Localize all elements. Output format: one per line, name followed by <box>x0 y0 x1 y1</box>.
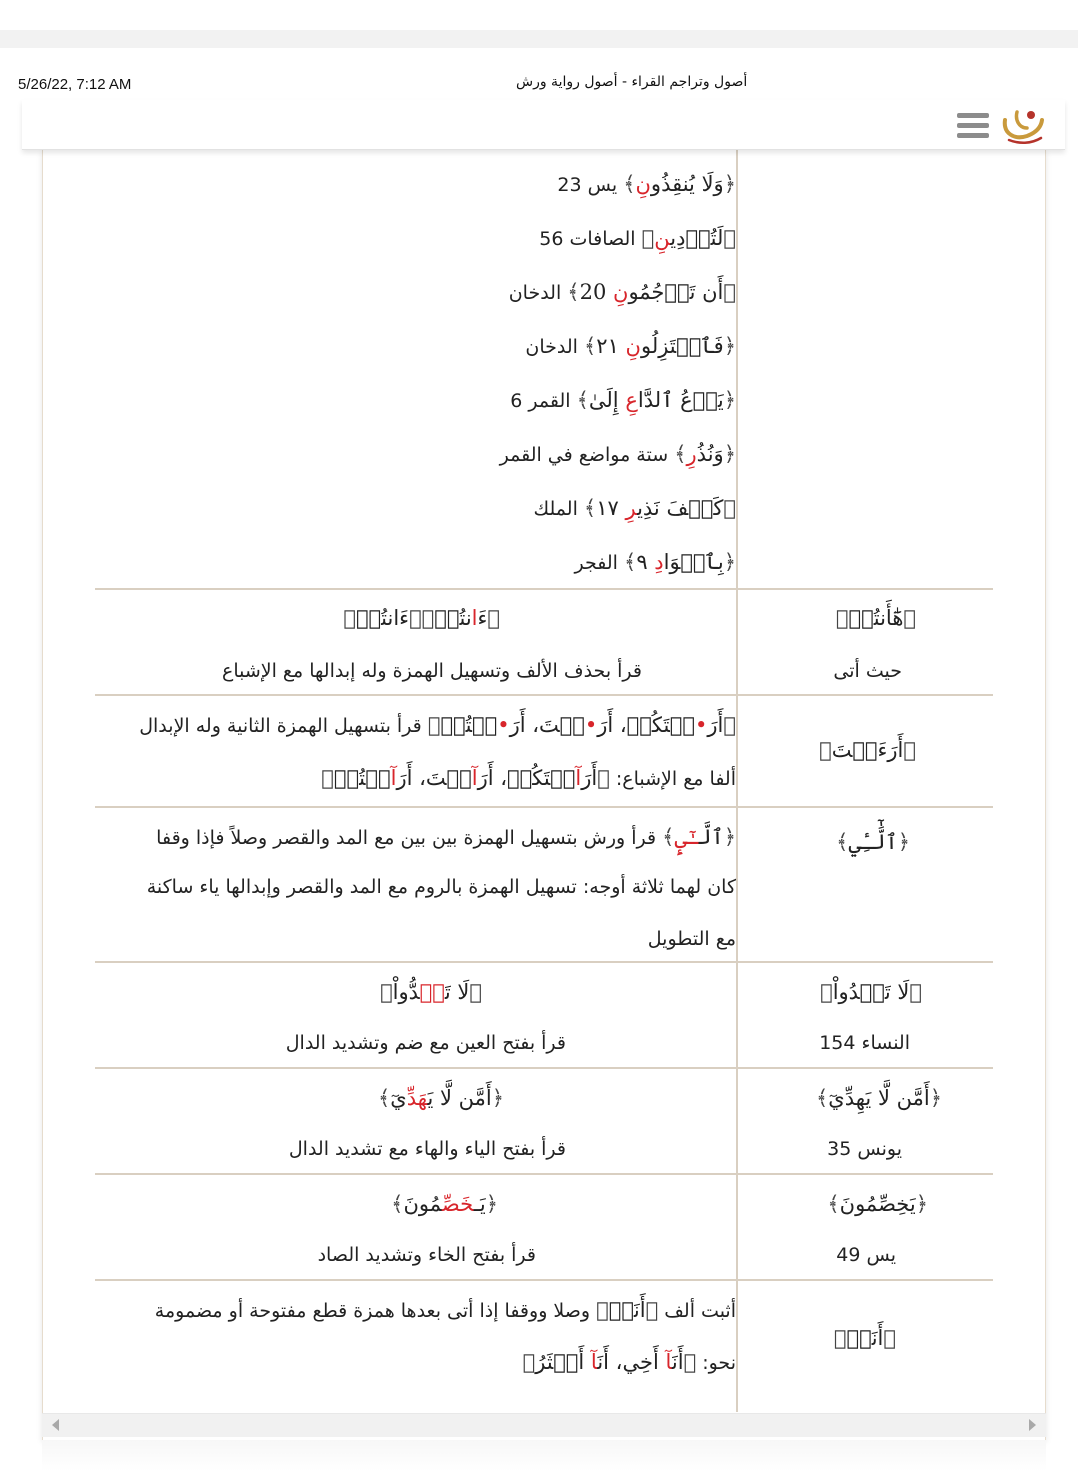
table-row-desc: مع التطويل <box>647 928 736 950</box>
list-item: ﴿وَنُذُرِ﴾ ستة مواضع في القمر <box>499 442 736 466</box>
column-divider <box>736 150 738 1412</box>
list-item: ﴿بِٱلۡوَادِ ٩﴾ الفجر <box>574 550 736 574</box>
print-page-title: أصول وتراجم القراء - أصول رواية ورش <box>516 74 748 90</box>
table-row-forms: ﴿أَرَ•يۡتَكُمۡ، أَرَ•يۡتَ، أَرَ•يۡتُمۡ﴾ قرأ بتسهيل الهمزة الثانية وله الإبدال <box>139 713 736 737</box>
table-row-desc: أثبت ألف ﴿أَنَا۠﴾ وصلا ووقفا إذا أتى بعدها همزة قطع مفتوحة أو مضمومة <box>154 1298 736 1322</box>
table-row-forms: ﴿يَـخَصِّمُونَ﴾ <box>391 1192 498 1216</box>
table-row-desc: ﴿ٱلَّـٰٓىِٕ﴾ قرأ ورش بتسهيل الهمزة بين بين مع المد والقصر وصلاً فإذا وقفا <box>156 825 736 849</box>
row-divider <box>95 588 993 590</box>
top-gray-band <box>0 30 1078 48</box>
table-row-location: حيث أتى <box>833 660 902 682</box>
row-divider <box>95 1279 993 1281</box>
table-row-word: ﴿أَرَءَيۡتَ﴾ <box>819 738 916 762</box>
table-row-location: يونس 35 <box>827 1138 902 1160</box>
row-divider <box>95 961 993 963</box>
list-item: ﴿وَلَا يُنقِذُونِ﴾ يس 23 <box>557 172 736 196</box>
list-item: ﴿فَٱعۡتَزِلُونِ ٢١﴾ الدخان <box>525 334 736 358</box>
scroll-right-arrow-icon[interactable] <box>1029 1419 1036 1431</box>
table-row-forms: ﴿ءَانتُمۡ﴾﴿ءَانتُمۡ﴾ <box>343 606 500 630</box>
table-row-word: ﴿هَٰٓأَنتُمۡ﴾ <box>835 606 916 630</box>
list-item: ﴿أَن تَرۡجُمُونِ 20﴾ الدخان <box>508 280 736 304</box>
hamburger-icon[interactable] <box>957 113 989 139</box>
table-row-desc: قرأ بحذف الألف وتسهيل الهمزة وله إبدالها مع الإشباع <box>222 660 642 682</box>
row-divider <box>95 1067 993 1069</box>
table-row-desc: قرأ بفتح الياء والهاء مع تشديد الدال <box>288 1138 566 1160</box>
list-item: ﴿كَيۡفَ نَذِيرِ ١٧﴾ الملك <box>533 496 736 520</box>
horizontal-scrollbar[interactable] <box>42 1413 1046 1437</box>
table-row-desc: كان لهما ثلاثة أوجه: تسهيل الهمزة بالروم مع المد والقصر وإبدالها ياء ساكنة <box>146 876 736 898</box>
table-row-location: يس 49 <box>836 1244 896 1266</box>
scroll-left-arrow-icon[interactable] <box>52 1419 59 1431</box>
table-row-forms: ﴿أَمَّن لَّا يَهَدِّيٓ﴾ <box>377 1086 504 1110</box>
site-header <box>22 100 1065 150</box>
table-row-desc: قرأ بفتح العين مع ضم وتشديد الدال <box>285 1032 566 1054</box>
bottom-shadow <box>42 1440 1046 1471</box>
table-row-desc: ألفا مع الإشباع: ﴿أَرَآيۡتَكُمۡ، أَرَآيۡتَ، أَرَآيۡتُمۡ﴾ <box>321 766 736 790</box>
table-row-location: النساء 154 <box>819 1032 910 1054</box>
table-row-word: ﴿أَنَا۠﴾ <box>833 1326 896 1350</box>
row-divider <box>95 806 993 808</box>
table-row-forms: ﴿لَا تَعۡدُّواْ﴾ <box>380 980 482 1004</box>
table-row-word: ﴿يَخِصِّمُونَ﴾ <box>827 1192 928 1216</box>
browser-top-strip <box>0 0 1078 30</box>
site-logo-icon[interactable] <box>1001 106 1045 146</box>
print-header <box>0 70 1078 100</box>
print-date: 5/26/22, 7:12 AM <box>18 76 132 93</box>
table-row-word: ﴿أَمَّن لَّا يَهِدِّيٓ﴾ <box>815 1086 942 1110</box>
table-row-desc: نحو: ﴿أَنَآ أَخِي، أَنَآ أَكۡثَرُ﴾ <box>522 1350 736 1374</box>
list-item: ﴿لَتُرۡدِينِ﴾ الصافات 56 <box>539 226 736 250</box>
row-divider <box>95 1173 993 1175</box>
table-row-desc: قرأ بفتح الخاء وتشديد الصاد <box>317 1244 536 1266</box>
row-divider <box>95 694 993 696</box>
table-row-word: ﴿ٱلَّٰٓـِٔي﴾ <box>836 830 910 854</box>
table-row-word: ﴿لَا تَعۡدُواْ﴾ <box>820 980 922 1004</box>
list-item: ﴿يَدۡعُ ٱلدَّاعِ إِلَىٰ﴾ القمر 6 <box>510 388 736 412</box>
